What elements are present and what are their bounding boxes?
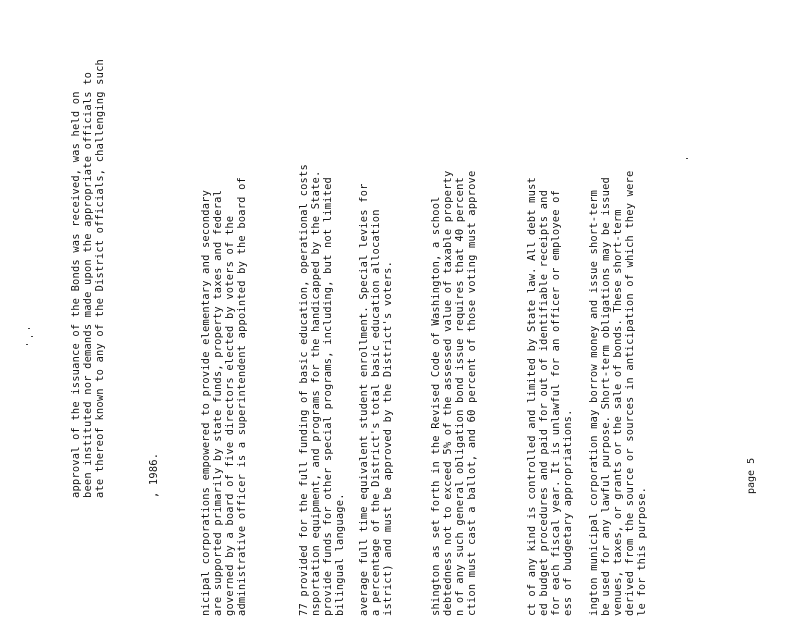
paragraph-8-line-4: derived from the source or sources in anticipation of which they were <box>624 170 636 616</box>
paragraph-4-line-3: provide funds for other special programs, including, but not limited <box>322 177 334 616</box>
paragraph-3-line-3: governed by a board of five directors elected by voters of the <box>224 215 236 616</box>
paragraph-5-line-3: istrict) and must be approved by the District's voters. <box>382 260 394 616</box>
paragraph-8-line-5: le for this purpose. <box>636 486 648 616</box>
paragraph-1-line-3: ate thereof known to any of the District officials, challenging such <box>94 59 106 498</box>
paragraph-6-line-3: n of any such general obligation bond issue requires that 40 percent <box>454 177 466 616</box>
paragraph-3-line-4: administrative officer is a superintendent appointed by the board of <box>236 177 248 616</box>
paragraph-8-line-3: venues, taxes, or grants or the sale of bonds. These short-term <box>612 209 624 616</box>
paragraph-5-line-2: a percentage of the District's total basic education allocation <box>370 209 382 616</box>
paragraph-6-line-4: ction must cast a ballot, and 60 percent of those voting must approve <box>466 170 478 616</box>
paragraph-1-line-2: been instituted nor demands made upon the appropriate officials to <box>82 71 94 498</box>
scan-speck <box>31 336 33 337</box>
paragraph-4-line-1: 77 provided for the full funding of basic education, operational costs <box>298 164 310 616</box>
paragraph-6-line-2: debtedness not to exceed 5% of the assessed value of taxable property <box>442 170 454 616</box>
paragraph-7-line-2: ed budget procedures and paid for out of identifiable receipts and <box>538 189 550 616</box>
paragraph-4-line-4: bilingual language. <box>334 493 346 616</box>
page-number: page 5 <box>746 457 757 494</box>
scan-speck <box>28 328 30 329</box>
paragraph-8-line-1: ington municipal corporation may borrow money and issue short-term <box>588 189 600 616</box>
paragraph-7-line-1: ct of any kind is controlled and limited by State law. All debt must <box>526 177 538 616</box>
paragraph-4-line-2: nsportation equipment, and programs for the handicapped by the State. <box>310 170 322 616</box>
paragraph-3-line-2: are supported primarily by state funds, property taxes and federal <box>212 189 224 616</box>
paragraph-7-line-3: for each fiscal year. It is unlawful for an officer or employee of <box>550 189 562 616</box>
paragraph-6-line-1: shington as set forth in the Revised Code of Washington, a school <box>430 196 442 616</box>
paragraph-1-line-1: approval of the issuance of the Bonds was received, was held on <box>70 91 82 498</box>
paragraph-3-line-1: nicipal corporations empowered to provide elementary and secondary <box>200 189 212 616</box>
scan-speck <box>686 158 688 159</box>
scan-speck <box>26 344 28 345</box>
paragraph-5-line-1: average full time equivalent student enrollment. Special levies for <box>358 183 370 616</box>
paragraph-7-line-4: ess of budgetary appropriations. <box>562 409 574 616</box>
paragraph-8-line-2: be used for any lawful purpose. Short-term obligations may be issued <box>600 177 612 616</box>
paragraph-2-line-1: , 1986. <box>148 452 160 498</box>
